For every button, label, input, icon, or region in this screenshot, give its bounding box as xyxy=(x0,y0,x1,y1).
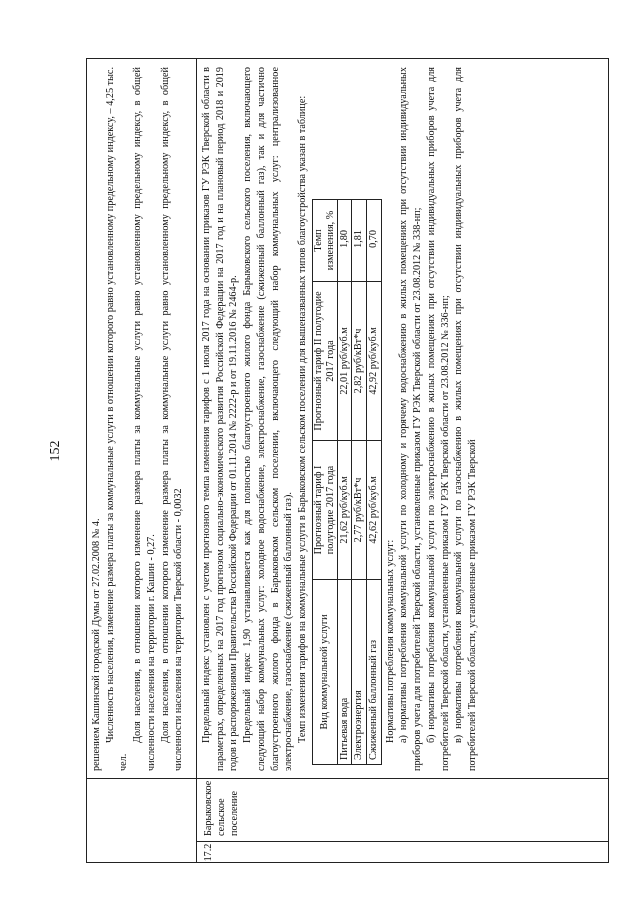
header-change-rate: Темп изменения, % xyxy=(312,200,337,282)
column-separator-number xyxy=(196,841,609,842)
cell-tariff-h2: 22,01 руб/куб.м xyxy=(337,282,352,441)
settlement-description xyxy=(200,67,480,771)
cell-service: Питьевая вода xyxy=(337,580,352,765)
settlement-name: Барыковское сельское поселение xyxy=(203,780,240,836)
cell-change-rate: 1,81 xyxy=(352,200,367,282)
table-row xyxy=(337,200,352,765)
row-separator xyxy=(196,58,197,863)
header-service: Вид коммунальной услуги xyxy=(312,580,337,765)
cell-service: Электроэнергия xyxy=(352,580,367,765)
population-share-town-text: Доля населения, в отношении которого изменение размера платы за коммунальные услуги равно установленному предельному индексу, в общей численности населения на территории г. Кашин - 0,27. xyxy=(132,67,157,771)
norm-gas-paragraph: в) нормативы потребления коммунальной услуги по газоснабжению в жилых помещениях при отсутствии индивидуальных приборов учета для потребителей Тверской области, установленные приказом ГУ РЭК Тверской xyxy=(453,67,478,771)
cell-tariff-h2: 2,82 руб/кВт*ч xyxy=(352,282,367,441)
cell-tariff-h2: 42,92 руб/куб.м xyxy=(367,282,382,441)
cell-change-rate: 1,80 xyxy=(337,200,352,282)
header-tariff-h2: Прогнозный тариф II полугодие 2017 года xyxy=(312,282,337,441)
header-tariff-h1: Прогнозный тариф I полугодие 2017 года xyxy=(312,441,337,580)
row-number: 17.2 xyxy=(203,843,214,862)
index-basis-paragraph: Предельный индекс установлен с учетом прогнозного темпа изменения тарифов с 1 июля 2017 года на основании приказов ГУ РЭК Тверской области в параметрах, определенных на 2017 год прогнозом социально-экономического развития Российской Федерации на 2017 год и на плановый период 2018 и 2019 годов и распоряжениями Правительства Российской Федерации от 01.11.2014 № 2222-р и от 19.11.2016 № 2464-р. xyxy=(201,67,240,771)
norm-water-paragraph: а) нормативы потребления коммунальной услуги по холодному и горячему водоснабжению в жилых помещениях при отсутствии индивидуальных приборов учета для потребителей Тверской области, установленные приказом ГУ РЭК Тверской области от 23.08.2012 № 338-нп; xyxy=(398,67,424,771)
decision-line: решением Кашинской городской Думы от 27.02.2008 № 4. xyxy=(91,518,102,771)
tariff-table xyxy=(312,199,382,765)
table-row xyxy=(352,200,367,765)
cell-change-rate: 0,70 xyxy=(367,200,382,282)
cell-tariff-h1: 42,62 руб/куб.м xyxy=(367,441,382,580)
page-number: 152 xyxy=(48,440,63,462)
norm-electricity-paragraph: б) нормативы потребления коммунальной услуги по электроснабжению в жилых помещениях при отсутствии индивидуальных приборов учета для потребителей Тверской области, установленные приказом ГУ РЭК Тверской области от 23.08.2012 № 336-нп; xyxy=(425,67,451,771)
column-separator-name xyxy=(86,778,609,779)
cell-tariff-h1: 2,77 руб/кВт*ч xyxy=(352,441,367,580)
cell-service: Сжиженный баллонный газ xyxy=(367,580,382,765)
population-count-text: Численность населения, изменение размера платы за коммунальные услуги в отношении которого равно установленному предельному индексу, – 4,25 тыс. чел. xyxy=(104,67,130,771)
norms-heading: Нормативы потребления коммунальных услуг: xyxy=(384,539,396,743)
table-header-row xyxy=(312,200,337,765)
index-scope-paragraph: Предельный индекс 1,90 устанавливается как для полностью благоустроенного жилого фонда Барыковского сельского поселения, включающего следующий набор коммунальных услуг: холодное водоснабжение, электроснабжение, газоснабжение (сжиженный баллонный газ), так и для частично благоустроенного жилого фонда в Барыковском сельском поселении, включающего следующий набор коммунальных услуг: централизованное электроснабжение, газоснабжение (сжиженный баллонный газ). xyxy=(242,67,295,771)
cell-tariff-h1: 21,62 руб/куб.м xyxy=(337,441,352,580)
table-row xyxy=(367,200,382,765)
table-intro-paragraph: Темп изменения тарифов на коммунальные услуги в Барыковском сельском поселении для вышеназванных типов благоустройства указан в таблице: xyxy=(296,95,308,743)
document-table xyxy=(86,58,609,863)
population-share-region-text: Доля населения, в отношении которого изменение размера платы за коммунальные услуги равно установленному предельному индексу, в общей численности населения на территории Тверской области - 0,0032 xyxy=(159,67,185,771)
previous-row-continuation xyxy=(90,67,186,771)
